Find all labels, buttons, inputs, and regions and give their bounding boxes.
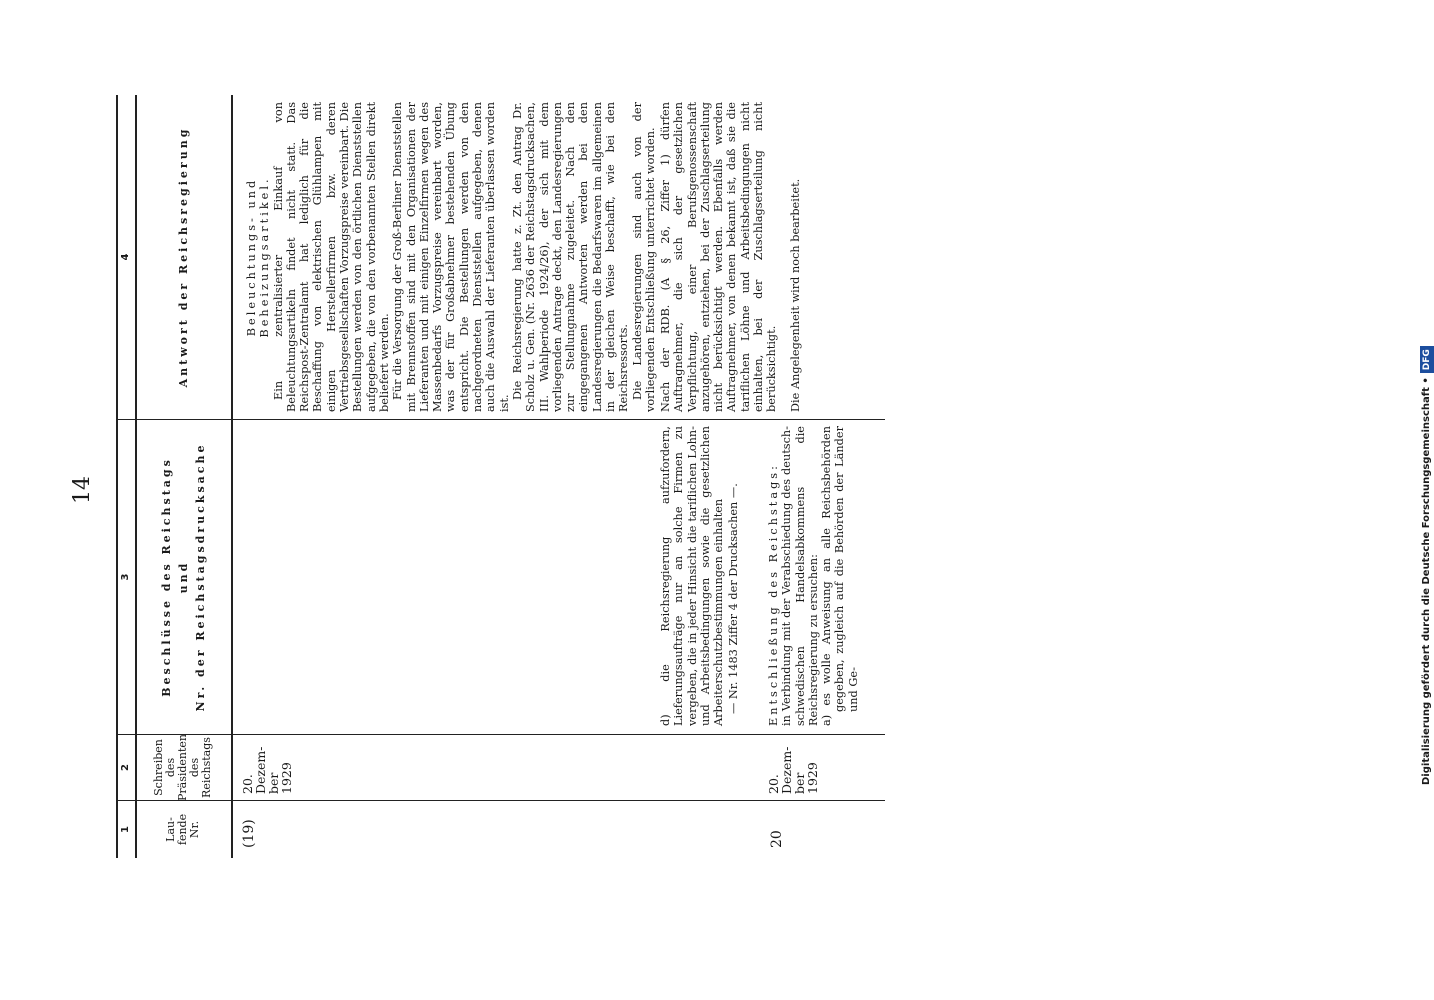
entry-date: 20. Dezem- ber 1929 [240, 746, 294, 794]
antwort-heading-line-2: Beheizungsartikel. [258, 176, 272, 338]
column-number-2: 2 [118, 734, 135, 800]
header-beschluesse-line-3: Nr. der Reichstagsdrucksache [193, 442, 207, 712]
column-number-row [116, 95, 137, 858]
header-schreiben-line-1: Schreiben [152, 739, 165, 796]
header-lfd-nr-line-2: fende [176, 813, 189, 846]
header-lfd-nr [135, 800, 231, 858]
item-label: d) [659, 714, 672, 726]
header-beschluesse-line-1: Beschlüsse des Reichstags [159, 457, 173, 697]
antwort-text [245, 102, 657, 412]
antwort-text [659, 102, 779, 412]
drucksache-ref: — Nr. 1483 Ziffer 4 der Drucksachen —. [727, 483, 741, 714]
column-number-1: 1 [118, 800, 135, 858]
header-schreiben-line-2: des [164, 757, 177, 778]
antwort-text [789, 102, 802, 412]
antwort-paragraph: Die Reichsregierung hatte z. Zt. den Antrag Dr. Scholz u. Gen. (Nr. 2636 der Reichstagsdrucksachen, III. Wahlperiode 1924/26), der sich mit dem vorliegenden Antrage deckt, den Landesregierungen zur Stellungnahme zugeleitet. Nach den eingegangenen Antworten werden bei den Landesregierungen die Bedarfswaren im allgemeinen in der gleichen Weise beschafft, wie bei den Reichsressorts. [510, 102, 631, 412]
antwort-paragraph: Nach der RDB. (A § 26, Ziffer 1) dürfen Auftragnehmer, die sich der gesetzlichen Verpflichtung, einer Berufsgenossenschaft anzugehören, entziehen, bei der Zuschlagserteilung nicht berücksichtigt werden. Ebenfalls werden Auftragnehmer, von denen bekannt ist, daß sie die tariflichen Löhne und Arbeitsbedingungen nicht einhalten, bei der Zuschlagserteilung nicht berücksichtigt. [659, 102, 779, 412]
header-schreiben-line-3: Präsidenten [176, 733, 189, 802]
header-beschluesse-line-2: und [176, 560, 190, 594]
column-number-3: 3 [118, 419, 135, 734]
antwort-paragraph: Ein zentralisierter Einkauf von Beleuchtungsartikeln findet nicht statt. Das Reichspost-Zentralamt hat lediglich für die Beschaffung von elektrischen Glühlampen mit einigen Herstellerfirmen bzw. deren Vertriebsgesellschaften Vorzugspreise vereinbart. Die Bestellungen werden von den örtlichen Dienststellen aufgegeben, die von den vorbenannten Stellen direkt beliefert werden. [271, 102, 391, 412]
item-text: die Reichsregierung aufzufordern, Lieferungsaufträge nur an solche Firmen zu vergeben, die in jeder Hinsicht die tariflichen Lohn- und Arbeitsbedingungen sowie die gesetzlichen Arbeiterschutzbestimmungen einhalten [659, 425, 726, 726]
antwort-paragraph: Die Landesregierungen sind auch von der vorliegenden Entschließung unterrichtet worden. [630, 102, 657, 412]
antwort-paragraph: Für die Versorgung der Groß-Berliner Dienststellen mit Brennstoffen sind mit den Organisationen der Lieferanten und mit einigen Einzelfirmen wegen des Massenbedarfs Vorzugspreise vereinbart worden, was der für Großabnehmer bestehenden Übung entspricht. Die Bestellungen werden von den nachgeordneten Dienststellen aufgegeben, denen auch die Auswahl der Lieferanten überlassen worden ist. [391, 102, 511, 412]
item-label: a) [820, 714, 834, 726]
header-schreiben [135, 734, 231, 800]
beschluss-text [659, 426, 741, 726]
entry-date: 20. Dezem- ber 1929 [766, 746, 820, 794]
entschliessung-title: Entschließung des Reichstags: [767, 463, 780, 726]
antwort-heading-line-1: Beleuchtungs- und [245, 177, 258, 337]
beschluss-item-a [820, 426, 860, 726]
header-antwort: Antwort der Reichsregierung [176, 126, 190, 388]
page-number: 14 [70, 476, 95, 504]
header-schreiben-line-5: Reichstags [200, 737, 213, 798]
column-number-4: 4 [120, 253, 131, 261]
dfg-sidebar [1419, 8, 1434, 998]
header-lfd-nr-line-1: Lau- [164, 817, 177, 842]
item-text: es wolle Anweisung an alle Reichsbehörden gegeben, zugleich auf die Behörden der Länder und Ge- [820, 426, 860, 712]
entry-lfd-nr: (19) [241, 819, 257, 848]
header-beschluesse [135, 419, 231, 734]
dfg-credit-text: Digitalisierung gefördert durch die Deutsche Forschungsgemeinschaft • [1421, 377, 1432, 785]
entry-lfd-nr: 20 [769, 830, 785, 848]
header-lfd-nr-line-3: Nr. [188, 820, 201, 839]
table-body [233, 95, 885, 858]
beschluss-text [767, 426, 860, 726]
antwort-paragraph: Die Angelegenheit wird noch bearbeitet. [789, 178, 802, 412]
table-header-row [135, 95, 233, 858]
entschliessung-intro: in Verbindung mit der Verabschiedung des deutsch-schwedischen Handelsabkommens die Reichsregierung zu ersuchen: [780, 426, 820, 726]
beschluss-item-d [659, 426, 725, 726]
dfg-logo: DFG [1420, 346, 1434, 373]
dfg-credit [1420, 15, 1434, 785]
header-schreiben-line-4: des [188, 757, 201, 778]
